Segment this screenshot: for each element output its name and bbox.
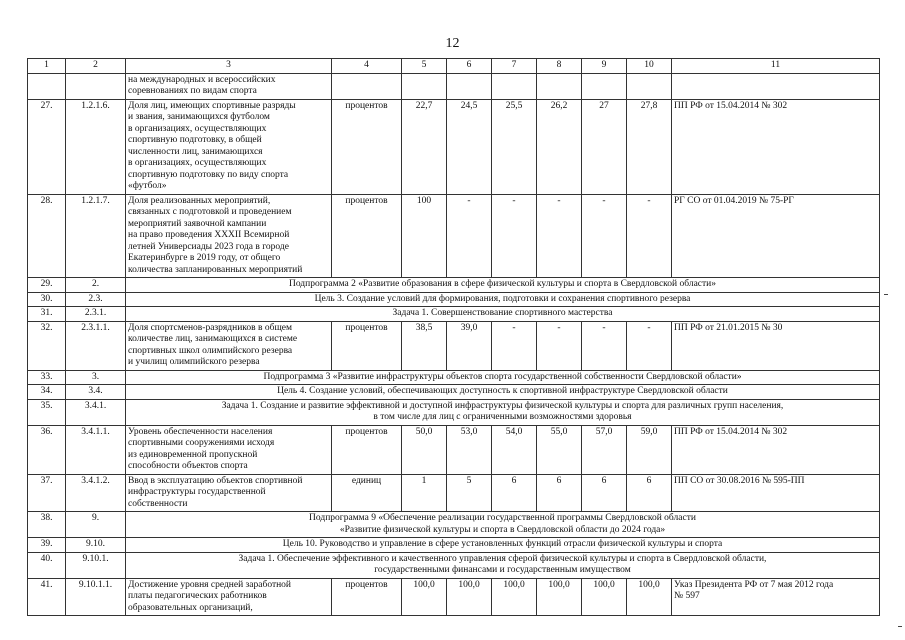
source-document-cell: ПП РФ от 15.04.2014 № 302 bbox=[672, 425, 880, 474]
table-row bbox=[28, 425, 880, 474]
value-cell: - bbox=[537, 194, 582, 278]
column-header: 3 bbox=[126, 59, 332, 74]
row-code-cell: 9.10. bbox=[66, 538, 126, 553]
unit-cell: процентов bbox=[332, 321, 402, 370]
page-number: 12 bbox=[445, 36, 460, 51]
table-row bbox=[28, 278, 880, 293]
column-header: 2 bbox=[66, 59, 126, 74]
row-code-cell bbox=[66, 73, 126, 99]
value-cell: - bbox=[447, 194, 492, 278]
section-title-cell: Подпрограмма 2 «Развитие образования в сфере физической культуры и спорта в Свердловской области» bbox=[126, 278, 880, 293]
row-code-cell: 9.10.1. bbox=[66, 552, 126, 578]
column-header: 4 bbox=[332, 59, 402, 74]
column-header: 7 bbox=[492, 59, 537, 74]
section-title-cell: Подпрограмма 9 «Обеспечение реализации государственной программы Свердловской области «Развитие физической культуры и спорта в Свердловской области до 2024 года» bbox=[126, 512, 880, 538]
section-title-cell: Задача 1. Совершенствование спортивного мастерства bbox=[126, 307, 880, 322]
value-cell: 100 bbox=[402, 194, 447, 278]
row-number-cell: 32. bbox=[28, 321, 66, 370]
table-row bbox=[28, 321, 880, 370]
unit-cell bbox=[332, 73, 402, 99]
section-title-cell: Подпрограмма 3 «Развитие инфраструктуры объектов спорта государственной собственности Свердловской области» bbox=[126, 370, 880, 385]
table-row bbox=[28, 474, 880, 512]
value-cell: 100,0 bbox=[582, 578, 627, 616]
table-row bbox=[28, 73, 880, 99]
row-code-cell: 1.2.1.7. bbox=[66, 194, 126, 278]
row-number-cell bbox=[28, 73, 66, 99]
unit-cell: процентов bbox=[332, 99, 402, 194]
table-row bbox=[28, 307, 880, 322]
unit-cell: единиц bbox=[332, 474, 402, 512]
value-cell: - bbox=[537, 321, 582, 370]
row-code-cell: 1.2.1.6. bbox=[66, 99, 126, 194]
row-number-cell: 31. bbox=[28, 307, 66, 322]
row-number-cell: 38. bbox=[28, 512, 66, 538]
source-document-cell: РГ СО от 01.04.2019 № 75-РГ bbox=[672, 194, 880, 278]
section-title-cell: Цель 3. Создание условий для формирования, подготовки и сохранения спортивного резерва bbox=[126, 292, 880, 307]
value-cell: - bbox=[492, 321, 537, 370]
indicator-name-cell: Доля реализованных мероприятий, связанных с подготовкой и проведением мероприятий заявочной кампании на право проведения XXXII Всемирной летней Универсиады 2023 года в городе Екатеринбурге в 2019 году, от общего количества запланированных мероприятий bbox=[126, 194, 332, 278]
value-cell: 53,0 bbox=[447, 425, 492, 474]
row-number-cell: 41. bbox=[28, 578, 66, 616]
row-code-cell: 3.4.1. bbox=[66, 399, 126, 425]
section-title-cell: Цель 10. Руководство и управление в сфере установленных функций отрасли физической культуры и спорта bbox=[126, 538, 880, 553]
value-cell bbox=[582, 73, 627, 99]
column-header: 5 bbox=[402, 59, 447, 74]
table-row bbox=[28, 399, 880, 425]
row-code-cell: 2.3.1. bbox=[66, 307, 126, 322]
table-row bbox=[28, 385, 880, 400]
column-header-row bbox=[28, 59, 880, 74]
value-cell: 6 bbox=[537, 474, 582, 512]
row-number-cell: 28. bbox=[28, 194, 66, 278]
row-number-cell: 27. bbox=[28, 99, 66, 194]
value-cell: 59,0 bbox=[627, 425, 672, 474]
indicator-name-cell: Ввод в эксплуатацию объектов спортивной инфраструктуры государственной собственности bbox=[126, 474, 332, 512]
table-row bbox=[28, 370, 880, 385]
row-number-cell: 40. bbox=[28, 552, 66, 578]
value-cell: - bbox=[627, 194, 672, 278]
row-code-cell: 2.3.1.1. bbox=[66, 321, 126, 370]
value-cell bbox=[537, 73, 582, 99]
row-number-cell: 30. bbox=[28, 292, 66, 307]
value-cell: 22,7 bbox=[402, 99, 447, 194]
row-code-cell: 3.4.1.1. bbox=[66, 425, 126, 474]
row-code-cell: 2. bbox=[66, 278, 126, 293]
row-code-cell: 9.10.1.1. bbox=[66, 578, 126, 616]
column-header: 11 bbox=[672, 59, 880, 74]
value-cell: 39,0 bbox=[447, 321, 492, 370]
value-cell: 38,5 bbox=[402, 321, 447, 370]
value-cell: 26,2 bbox=[537, 99, 582, 194]
indicator-name-cell: Доля лиц, имеющих спортивные разряды и звания, занимающихся футболом в организациях, осуществляющих спортивную подготовку, в общей численности лиц, занимающихся в организациях, осуществляющих спортивную подготовку по виду спорта «футбол» bbox=[126, 99, 332, 194]
column-header: 10 bbox=[627, 59, 672, 74]
table-row bbox=[28, 552, 880, 578]
table-row bbox=[28, 538, 880, 553]
source-document-cell: Указ Президента РФ от 7 мая 2012 года № 597 bbox=[672, 578, 880, 616]
unit-cell: процентов bbox=[332, 578, 402, 616]
row-number-cell: 33. bbox=[28, 370, 66, 385]
value-cell bbox=[627, 73, 672, 99]
value-cell: 50,0 bbox=[402, 425, 447, 474]
value-cell: 1 bbox=[402, 474, 447, 512]
value-cell: 25,5 bbox=[492, 99, 537, 194]
row-code-cell: 3. bbox=[66, 370, 126, 385]
margin-mark bbox=[884, 294, 888, 295]
indicator-name-cell: Доля спортсменов-разрядников в общем количестве лиц, занимающихся в системе спортивных школ олимпийского резерва и училищ олимпийского резерва bbox=[126, 321, 332, 370]
value-cell: 55,0 bbox=[537, 425, 582, 474]
value-cell: - bbox=[627, 321, 672, 370]
value-cell: 27,8 bbox=[627, 99, 672, 194]
column-header: 1 bbox=[28, 59, 66, 74]
row-code-cell: 2.3. bbox=[66, 292, 126, 307]
section-title-cell: Цель 4. Создание условий, обеспечивающих доступность к спортивной инфраструктуре Свердловской области bbox=[126, 385, 880, 400]
unit-cell: процентов bbox=[332, 194, 402, 278]
value-cell bbox=[447, 73, 492, 99]
value-cell: 6 bbox=[492, 474, 537, 512]
row-code-cell: 3.4. bbox=[66, 385, 126, 400]
row-number-cell: 34. bbox=[28, 385, 66, 400]
table-row bbox=[28, 512, 880, 538]
value-cell: 100,0 bbox=[447, 578, 492, 616]
indicator-name-cell: на международных и всероссийских соревнованиях по видам спорта bbox=[126, 73, 332, 99]
indicator-name-cell: Уровень обеспеченности населения спортивными сооружениями исходя из единовременной пропускной способности объектов спорта bbox=[126, 425, 332, 474]
value-cell: 100,0 bbox=[537, 578, 582, 616]
source-document-cell: ПП РФ от 15.04.2014 № 302 bbox=[672, 99, 880, 194]
row-number-cell: 39. bbox=[28, 538, 66, 553]
value-cell: 6 bbox=[627, 474, 672, 512]
table-row bbox=[28, 578, 880, 616]
row-number-cell: 35. bbox=[28, 399, 66, 425]
indicators-table bbox=[27, 58, 880, 616]
table-body bbox=[28, 73, 880, 616]
value-cell: 100,0 bbox=[627, 578, 672, 616]
row-number-cell: 37. bbox=[28, 474, 66, 512]
unit-cell: процентов bbox=[332, 425, 402, 474]
row-number-cell: 36. bbox=[28, 425, 66, 474]
section-title-cell: Задача 1. Обеспечение эффективного и качественного управления сферой физической культуры и спорта в Свердловской области, государственными финансами и государственным имуществом bbox=[126, 552, 880, 578]
row-code-cell: 9. bbox=[66, 512, 126, 538]
value-cell bbox=[492, 73, 537, 99]
table-row bbox=[28, 194, 880, 278]
value-cell: 24,5 bbox=[447, 99, 492, 194]
value-cell bbox=[402, 73, 447, 99]
column-header: 6 bbox=[447, 59, 492, 74]
value-cell: 27 bbox=[582, 99, 627, 194]
value-cell: - bbox=[582, 321, 627, 370]
value-cell: - bbox=[492, 194, 537, 278]
source-document-cell: ПП РФ от 21.01.2015 № 30 bbox=[672, 321, 880, 370]
table-row bbox=[28, 292, 880, 307]
value-cell: 5 bbox=[447, 474, 492, 512]
value-cell: 54,0 bbox=[492, 425, 537, 474]
margin-mark bbox=[898, 626, 902, 627]
source-document-cell: ПП СО от 30.08.2016 № 595-ПП bbox=[672, 474, 880, 512]
value-cell: 57,0 bbox=[582, 425, 627, 474]
value-cell: 6 bbox=[582, 474, 627, 512]
row-number-cell: 29. bbox=[28, 278, 66, 293]
column-header: 9 bbox=[582, 59, 627, 74]
value-cell: 100,0 bbox=[402, 578, 447, 616]
table-row bbox=[28, 99, 880, 194]
value-cell: 100,0 bbox=[492, 578, 537, 616]
source-document-cell bbox=[672, 73, 880, 99]
column-header: 8 bbox=[537, 59, 582, 74]
indicator-name-cell: Достижение уровня средней заработной платы педагогических работников образовательных организаций, bbox=[126, 578, 332, 616]
section-title-cell: Задача 1. Создание и развитие эффективной и доступной инфраструктуры физической культуры и спорта для различных групп населения, в том числе для лиц с ограниченными возможностями здоровья bbox=[126, 399, 880, 425]
value-cell: - bbox=[582, 194, 627, 278]
row-code-cell: 3.4.1.2. bbox=[66, 474, 126, 512]
